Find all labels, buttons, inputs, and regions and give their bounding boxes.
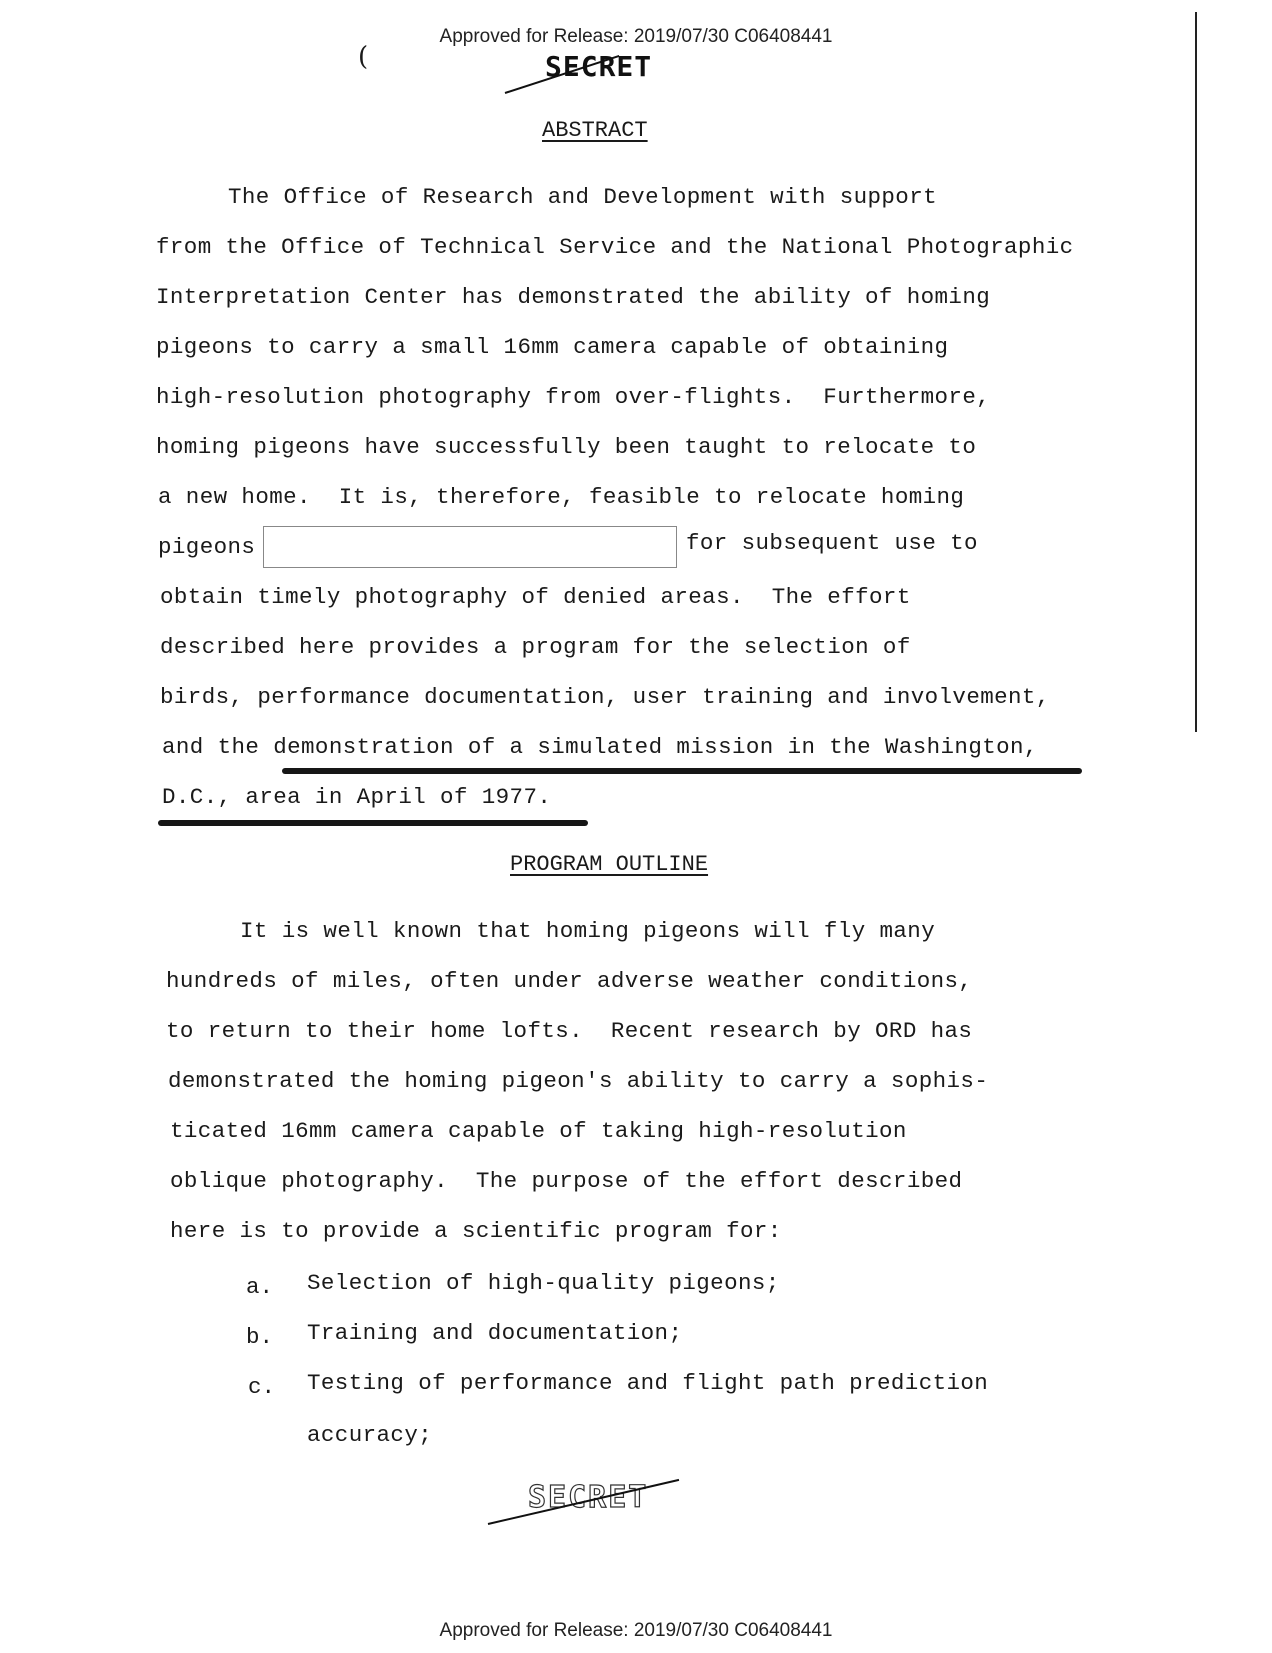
classification-stamp-top: SECRET [545,50,653,83]
stray-paren: ( [358,42,369,72]
abstract-heading: ABSTRACT [542,118,648,143]
abstract-line: described here provides a program for the selection of [160,634,911,660]
abstract-line: for subsequent use to [686,530,978,556]
release-footer: Approved for Release: 2019/07/30 C06408441 [439,1620,833,1641]
abstract-line: birds, performance documentation, user training and involvement, [160,684,1050,710]
outline-line: ticated 16mm camera capable of taking high-resolution [170,1118,907,1144]
abstract-line: from the Office of Technical Service and the National Photographic [156,234,1074,260]
list-item-continuation: accuracy; [307,1422,433,1448]
outline-line: hundreds of miles, often under adverse weather conditions, [166,968,973,994]
list-item-label: a. [246,1274,274,1300]
outline-line: here is to provide a scientific program for: [170,1218,782,1244]
abstract-line: obtain timely photography of denied areas. The effort [160,584,911,610]
redaction-box [263,526,677,568]
marker-underline [158,820,588,826]
abstract-line: D.C., area in April of 1977. [162,784,552,810]
list-item-label: c. [248,1374,276,1400]
margin-rule [1195,12,1197,732]
outline-line: It is well known that homing pigeons will fly many [240,918,936,944]
program-outline-heading: PROGRAM OUTLINE [510,852,709,877]
abstract-line: high-resolution photography from over-flights. Furthermore, [156,384,991,410]
abstract-line: homing pigeons have successfully been taught to relocate to [156,434,977,460]
list-item-text: Testing of performance and flight path prediction [307,1370,989,1396]
outline-line: demonstrated the homing pigeon's ability to carry a sophis- [168,1068,989,1094]
release-header: Approved for Release: 2019/07/30 C06408441 [439,26,833,47]
abstract-line: pigeons [158,534,256,560]
abstract-line: and the demonstration of a simulated mission in the Washington, [162,734,1038,760]
abstract-line: Interpretation Center has demonstrated the ability of homing [156,284,991,310]
abstract-line: pigeons to carry a small 16mm camera capable of obtaining [156,334,949,360]
outline-line: oblique photography. The purpose of the effort described [170,1168,963,1194]
list-item-text: Training and documentation; [307,1320,683,1346]
abstract-line: The Office of Research and Development with support [228,184,938,210]
marker-underline [282,768,1082,774]
abstract-line: a new home. It is, therefore, feasible to relocate homing [158,484,965,510]
outline-line: to return to their home lofts. Recent research by ORD has [166,1018,973,1044]
list-item-text: Selection of high-quality pigeons; [307,1270,780,1296]
list-item-label: b. [246,1324,274,1350]
classification-stamp-bottom: SECRET [528,1480,649,1515]
